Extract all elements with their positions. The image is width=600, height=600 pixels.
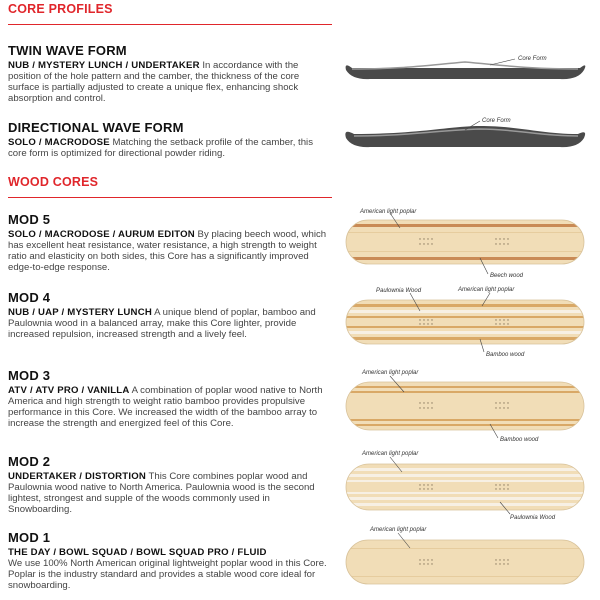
- mod3-core-diagram: [340, 364, 590, 450]
- profile-description: [8, 60, 330, 104]
- wood-label: Paulownia Wood: [376, 288, 422, 294]
- core-heading: MOD 1: [8, 530, 51, 545]
- wood-cores-title: WOOD CORES: [8, 175, 99, 189]
- core-text: This Core combines poplar wood and Paulownia wood native to North America. Paulownia wood is the second lightest, strongest and supple of the woods commonly used in Snowboarding.: [8, 471, 315, 515]
- core-form-label: Core Form: [518, 56, 547, 62]
- profile-text: Matching the setback profile of the camber, this core form is optimized for directional powder riding.: [8, 137, 313, 159]
- wood-label: American light poplar: [360, 209, 417, 215]
- profile-models: SOLO / MACRODOSE: [8, 137, 110, 148]
- core-models: UNDERTAKER / DISTORTION: [8, 471, 147, 482]
- wood-label: American light poplar: [458, 287, 515, 293]
- core-mod5: [8, 212, 330, 273]
- section-divider: [8, 197, 332, 198]
- mod5-core-diagram: [340, 204, 590, 284]
- core-models: THE DAY / BOWL SQUAD / BOWL SQUAD PRO / FLUID: [8, 547, 267, 558]
- core-mod1: [8, 530, 330, 591]
- wood-label: American light poplar: [370, 527, 427, 533]
- core-models: SOLO / MACRODOSE / AURUM EDITON: [8, 229, 195, 240]
- section-divider: [8, 24, 332, 25]
- core-profiles-title: CORE PROFILES: [8, 2, 113, 16]
- core-mod3: [8, 368, 330, 429]
- mod2-core-diagram: [340, 450, 590, 530]
- wood-label: Bamboo wood: [486, 352, 525, 358]
- directional-wave-profile-diagram: [340, 114, 590, 158]
- core-heading: MOD 5: [8, 212, 51, 227]
- core-text: A unique blend of poplar, bamboo and Paulownia wood in a balanced array, make this Core lighter, provide increased repulsion, increased strength and a lively feel.: [8, 307, 316, 340]
- profile-text: In accordance with the position of the hole pattern and the camber, the thickness of the core surface is partially adjusted to create a unique flex, enhancing shock absorption and control.: [8, 60, 300, 104]
- core-heading: MOD 3: [8, 368, 51, 383]
- mod4-core-diagram: [340, 284, 590, 364]
- core-models: ATV / ATV PRO / VANILLA: [8, 385, 130, 396]
- wood-label: Paulownia Wood: [510, 515, 556, 521]
- core-heading: MOD 4: [8, 290, 51, 305]
- profile-models: NUB / MYSTERY LUNCH / UNDERTAKER: [8, 60, 200, 71]
- mod1-core-diagram: [340, 526, 590, 598]
- core-mod2: [8, 454, 330, 515]
- wood-label: Bamboo wood: [500, 437, 539, 443]
- core-text: By placing beech wood, which has excellent heat resistance, water resistance, a high strength to weight ratio and elasticity on both sides, this Core has a significantly improved edge-to-edge response.: [8, 229, 327, 273]
- wood-label: American light poplar: [362, 451, 419, 457]
- wood-label: Beech wood: [490, 273, 524, 279]
- core-text: A combination of poplar wood native to North America and high strength to weight ratio bamboo provides propulsive performance in this Core. We increased the width of the bamboo array to increase the strength and energized feel of this Core.: [8, 385, 323, 429]
- core-heading: MOD 2: [8, 454, 51, 469]
- core-description: [8, 385, 330, 429]
- core-description: [8, 471, 330, 515]
- core-text: We use 100% North American original lightweight poplar wood in this Core. Poplar is the industry standard and provides a stable wood core ideal for snowboarding.: [8, 558, 327, 591]
- core-mod4: [8, 290, 330, 340]
- twin-wave-profile-diagram: [340, 48, 590, 88]
- profile-heading: DIRECTIONAL WAVE FORM: [8, 120, 184, 135]
- profile-description: [8, 137, 330, 159]
- core-form-label: Core Form: [482, 118, 511, 124]
- core-description: [8, 229, 330, 273]
- core-models: NUB / UAP / MYSTERY LUNCH: [8, 307, 152, 318]
- profile-directional-wave: [8, 120, 330, 159]
- core-description: [8, 547, 330, 591]
- core-description: [8, 307, 330, 340]
- wood-label: American light poplar: [362, 370, 419, 376]
- profile-heading: TWIN WAVE FORM: [8, 43, 127, 58]
- profile-twin-wave: [8, 43, 330, 104]
